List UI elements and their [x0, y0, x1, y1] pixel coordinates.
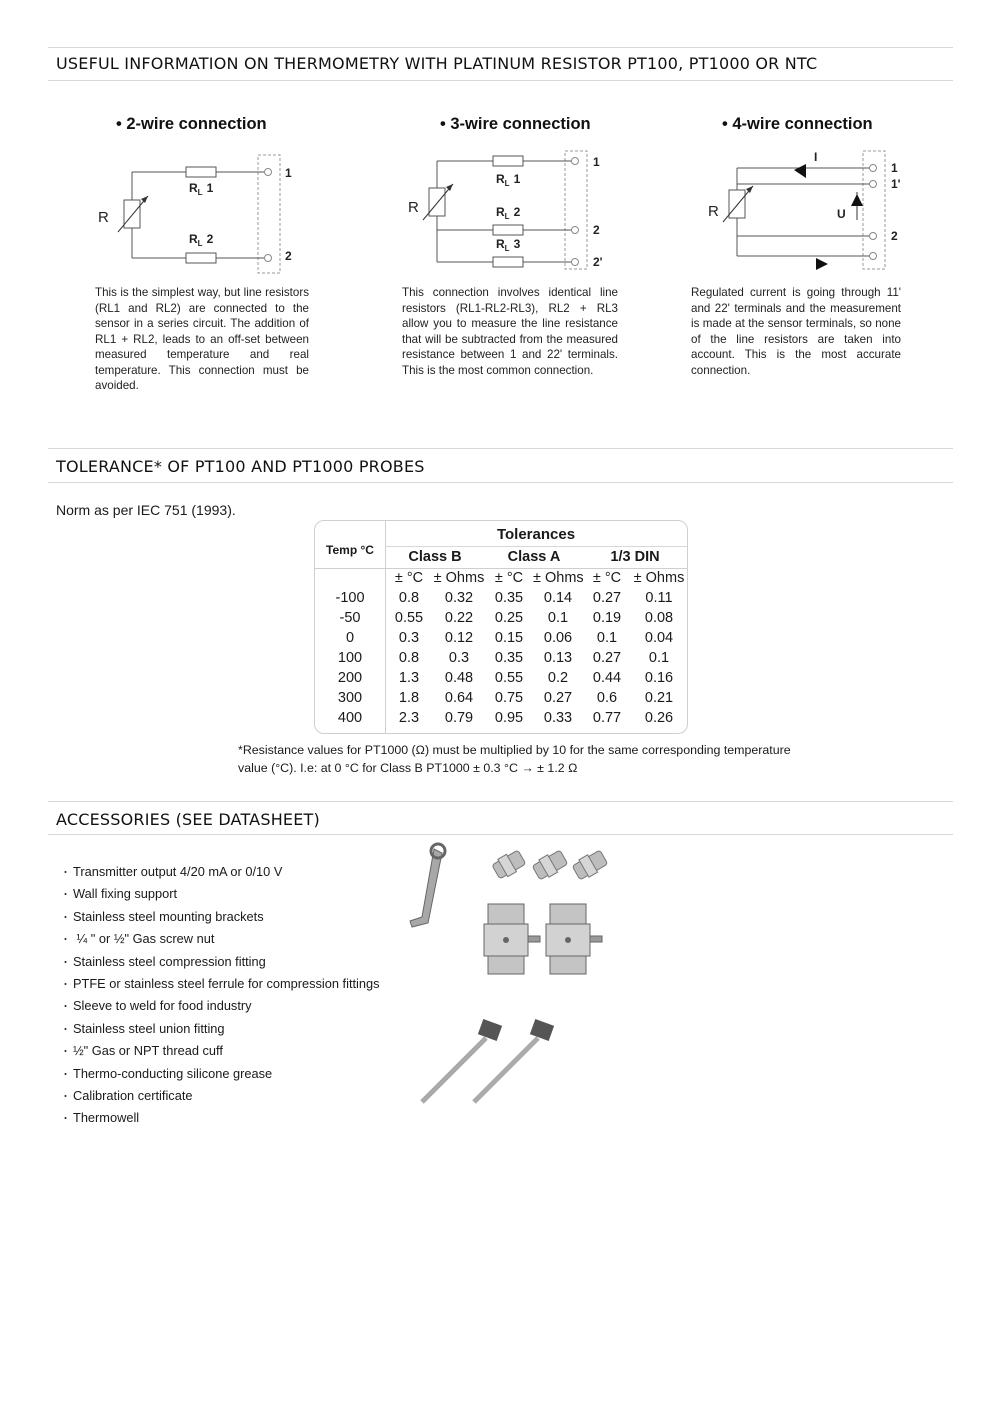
tolerance-cell: 0.14: [543, 590, 573, 606]
temp-cell: -50: [339, 610, 361, 626]
mounting-brackets-image: [484, 900, 606, 978]
svg-text:1: 1: [891, 161, 898, 175]
bullet-icon: ・: [60, 1090, 71, 1103]
tolerance-cell: 1.3: [398, 670, 420, 686]
terminal-1: [265, 169, 272, 176]
bullet-icon: ・: [60, 1023, 71, 1036]
unit-header: ± Ohms: [633, 570, 685, 586]
bullet-icon: ・: [60, 1046, 71, 1059]
accessory-label: Thermo-conducting silicone grease: [73, 1065, 273, 1081]
tolerance-cell: 0.3: [448, 650, 470, 666]
tolerance-cell: 0.44: [592, 670, 622, 686]
tolerance-cell: 0.1: [648, 650, 670, 666]
tolerance-cell: 0.16: [644, 670, 674, 686]
tolerance-cell: 0.48: [444, 670, 474, 686]
tolerance-note-line1: *Resistance values for PT1000 (Ω) must be multiplied by 10 for the same corresponding temperature: [238, 743, 791, 757]
wall-bracket-image: [404, 843, 450, 933]
tolerances-header: Tolerances: [496, 526, 576, 543]
accessory-item: [60, 885, 380, 907]
accessory-item: [60, 1020, 380, 1042]
bullet-icon: ・: [60, 1068, 71, 1081]
accessory-item: [60, 975, 380, 997]
rl1-resistor: [186, 167, 216, 177]
accessory-item: [60, 863, 380, 885]
bullet-icon: ・: [60, 867, 71, 879]
svg-text:I: I: [814, 150, 818, 164]
svg-text:R: R: [408, 199, 419, 216]
section-rule-tolerance-bottom: [48, 482, 953, 483]
accessory-label: PTFE or stainless steel ferrule for compression fittings: [73, 975, 380, 991]
tolerance-cell: 0.79: [444, 710, 474, 726]
tolerance-cell: 1.8: [398, 690, 420, 706]
section-rule-top: [48, 47, 953, 48]
unit-header: ± Ohms: [433, 570, 485, 586]
tolerance-cell: 0.13: [543, 650, 573, 666]
bullet-icon: ・: [60, 956, 71, 969]
accessory-item: [60, 930, 380, 952]
bullet-icon: ・: [60, 911, 71, 924]
tolerance-note-line2: value (°C). I.e: at 0 °C for Class B PT1000 ± 0.3 °C → ± 1.2 Ω: [238, 761, 578, 775]
svg-text:RL1: $R_L$ 1: [189, 181, 214, 197]
tolerance-cell: 0.25: [494, 610, 524, 626]
unit-header: ± °C: [592, 570, 622, 586]
tolerance-cell: 0.32: [444, 590, 474, 606]
two-wire-title: • 2-wire connection: [116, 115, 267, 133]
svg-text:RL2: $R_L$ 2: [496, 205, 521, 221]
tolerance-cell: 0.12: [444, 630, 474, 646]
tolerance-cell: 0.2: [547, 670, 569, 686]
accessory-item: [60, 953, 380, 975]
accessory-item: [60, 1065, 380, 1087]
section-title-accessories: ACCESSORIES (SEE DATASHEET): [56, 810, 320, 829]
tolerance-cell: 0.64: [444, 690, 474, 706]
four-wire-title: • 4-wire connection: [722, 115, 873, 133]
unit-header: ± Ohms: [533, 570, 584, 586]
section-rule-accessories-bottom: [48, 834, 953, 835]
tolerance-cell: 0.04: [644, 630, 674, 646]
terminal-1-label: 1: [285, 166, 292, 180]
r-label: R: [98, 209, 109, 226]
tolerance-cell: 0.33: [543, 710, 573, 726]
tolerance-note: [238, 741, 808, 777]
accessory-label: Transmitter output 4/20 mA or 0/10 V: [73, 864, 283, 879]
tolerance-cell: 0.06: [543, 630, 573, 646]
accessory-item: [60, 908, 380, 930]
tolerance-cell: 0.22: [444, 610, 474, 626]
tolerance-cell: 0.11: [645, 590, 673, 606]
three-wire-title: • 3-wire connection: [440, 115, 591, 133]
temp-cell: 100: [337, 650, 363, 666]
current-out-arrow: [816, 258, 828, 270]
temp-cell: 300: [337, 690, 363, 706]
accessories-list: [60, 863, 380, 1132]
tolerance-cell: 0.95: [494, 710, 524, 726]
svg-text:2: 2: [593, 223, 600, 237]
svg-text:RL3: $R_L$ 3: [496, 237, 521, 253]
temp-cell: -100: [335, 590, 365, 606]
tolerance-cell: 0.26: [644, 710, 674, 726]
svg-text:2': 2': [593, 255, 603, 269]
accessory-label: Calibration certificate: [73, 1087, 193, 1103]
svg-text:R: R: [708, 203, 719, 220]
tolerance-cell: 0.8: [398, 590, 420, 606]
svg-text:U: U: [837, 207, 846, 221]
terminal-2: [265, 255, 272, 262]
tolerance-cell: 0.21: [644, 690, 674, 706]
current-in-arrow: [794, 164, 806, 178]
tolerance-cell: 0.15: [494, 630, 524, 646]
thermowell-image: [414, 1016, 564, 1108]
tolerance-cell: 0.08: [644, 610, 674, 626]
accessory-label: ¼ " or ½" Gas screw nut: [73, 931, 215, 947]
bullet-icon: ・: [60, 934, 71, 947]
four-wire-diagram: [700, 148, 930, 273]
accessory-label: Stainless steel union fitting: [73, 1020, 225, 1036]
temp-cell: 400: [337, 710, 363, 726]
tolerance-cell: 0.55: [494, 670, 524, 686]
tolerance-cell: 0.19: [592, 610, 622, 626]
rl2-resistor: [186, 253, 216, 263]
unit-header: ± °C: [494, 570, 524, 586]
voltage-arrow: [851, 194, 863, 206]
tolerance-cell: 0.55: [394, 610, 424, 626]
section-rule-accessories-top: [48, 801, 953, 802]
accessory-item: [60, 997, 380, 1019]
class-b-header: Class B: [408, 549, 462, 565]
norm-text: Norm as per IEC 751 (1993).: [56, 502, 236, 518]
temp-cell: 0: [345, 630, 355, 646]
tolerance-cell: 0.1: [547, 610, 569, 626]
bullet-icon: ・: [60, 1113, 71, 1126]
tolerance-cell: 0.77: [592, 710, 622, 726]
tolerance-cell: 0.27: [592, 650, 622, 666]
accessory-label: ½" Gas or NPT thread cuff: [73, 1043, 223, 1059]
section-rule-thermometry-bottom: [48, 80, 953, 81]
din-header: 1/3 DIN: [610, 549, 660, 565]
accessory-label: Thermowell: [73, 1110, 140, 1126]
tolerance-cell: 0.75: [494, 690, 524, 706]
three-wire-diagram: [400, 148, 630, 273]
four-wire-description: Regulated current is going through 11' and 22' terminals and the measurement is made at the sensor terminals, so none of the line resistors are taken into account. This is the most accurate connection.: [691, 286, 901, 377]
tolerance-cell: 0.27: [543, 690, 573, 706]
accessory-item: [60, 1042, 380, 1064]
class-a-header: Class A: [507, 549, 561, 565]
terminal-block: [565, 151, 587, 269]
bullet-icon: ・: [60, 978, 71, 991]
bullet-icon: ・: [60, 1001, 71, 1014]
section-rule-tolerance-top: [48, 448, 953, 449]
section-title-thermometry: USEFUL INFORMATION ON THERMOMETRY WITH PLATINUM RESISTOR PT100, PT1000 OR NTC: [56, 54, 818, 73]
accessory-label: Sleeve to weld for food industry: [73, 998, 252, 1014]
accessory-label: Stainless steel mounting brackets: [73, 908, 264, 924]
svg-text:1': 1': [891, 177, 901, 191]
two-wire-diagram: [90, 150, 320, 280]
tolerance-cell: 0.3: [398, 630, 420, 646]
sensor-resistor: [124, 200, 140, 228]
tolerance-cell: 0.27: [592, 590, 622, 606]
accessory-item: [60, 1109, 380, 1131]
unit-header: ± °C: [394, 570, 424, 586]
svg-text:2: 2: [891, 229, 898, 243]
bullet-icon: ・: [60, 889, 71, 902]
temp-header: Temp °C: [326, 543, 374, 557]
tolerance-cell: 0.6: [596, 690, 618, 706]
three-wire-description: This connection involves identical line resistors (RL1-RL2-RL3), RL2 + RL3 allow you to measure the line resistance that will be subtracted from the measured resistance between 1 and 22' terminals. This is the most common connection.: [402, 286, 618, 377]
accessory-item: [60, 1087, 380, 1109]
temp-cell: 200: [337, 670, 363, 686]
tolerance-cell: 0.8: [398, 650, 420, 666]
two-wire-description: This is the simplest way, but line resistors (RL1 and RL2) are connected to the sensor in a series circuit. The addition of RL1 + RL2, leads to an off-set between measured temperature and real temperature. This connection must be avoided.: [95, 286, 309, 392]
tolerance-cell: 0.1: [596, 630, 618, 646]
compression-fittings-image: [488, 843, 613, 888]
accessory-label: Stainless steel compression fitting: [73, 953, 266, 969]
svg-text:RL2: $R_L$ 2: [189, 232, 214, 248]
accessory-label: Wall fixing support: [73, 886, 178, 902]
tolerance-cell: 0.35: [494, 590, 524, 606]
tolerance-cell: 2.3: [398, 710, 420, 726]
tolerance-table: [314, 520, 688, 734]
tolerance-cell: 0.35: [494, 650, 524, 666]
svg-text:1: 1: [593, 155, 600, 169]
terminal-2-label: 2: [285, 249, 292, 263]
svg-text:RL1: $R_L$ 1: [496, 172, 521, 188]
section-title-tolerance: TOLERANCE* OF PT100 AND PT1000 PROBES: [56, 457, 425, 476]
